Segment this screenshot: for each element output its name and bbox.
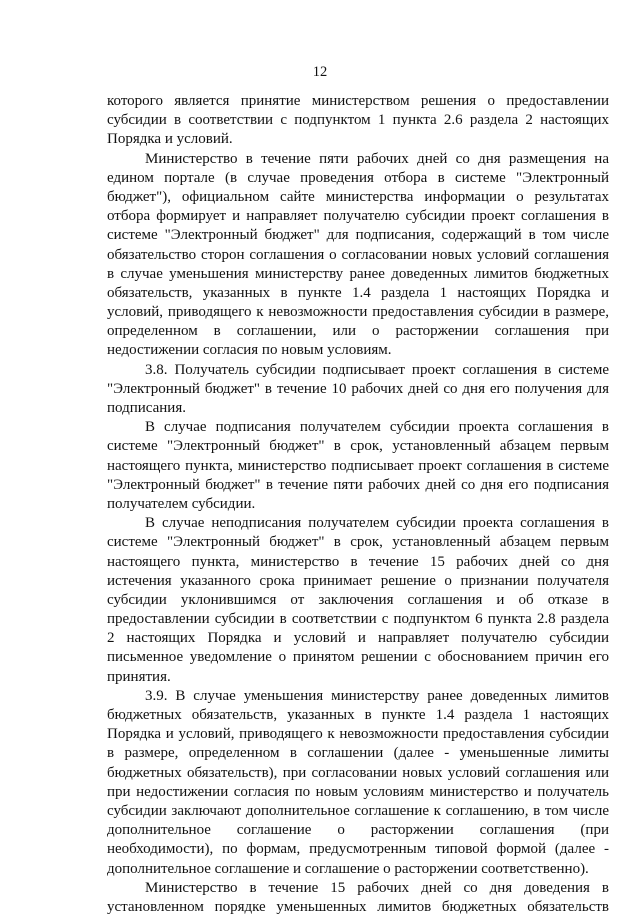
text-line: получателем субсидии. xyxy=(107,495,256,512)
text-line: субсидии в соответствии с подпунктом 1 пункта 2.6 раздела 2 настоящих xyxy=(107,112,609,129)
text-line: обязательство сторон соглашения о согласовании новых условий соглашения xyxy=(107,246,609,263)
text-line: которого является принятие министерством решения о предоставлении xyxy=(107,93,609,109)
text-line: системе "Электронный бюджет" в срок, установленный абзацем первым xyxy=(107,534,609,551)
text-line: подписания. xyxy=(107,400,186,416)
text-line: субсидии уклонившимся от заключения соглашения и об отказе в xyxy=(107,591,609,608)
text-line: определенном в соглашении, или о расторжении соглашения при xyxy=(107,323,609,340)
text-line: обязательств, указанных в пункте 1.4 раздела 1 настоящих Порядка и xyxy=(107,284,609,301)
text-line: системе "Электронный бюджет" для подписания, содержащий в том числе xyxy=(107,227,609,244)
text-line: бюджет"), официальном сайте министерства информации о результатах xyxy=(107,188,609,205)
text-line: В случае подписания получателем субсидии проекта соглашения в xyxy=(145,419,609,436)
text-line: условий, приводящего к невозможности предоставления субсидии в размере, xyxy=(107,304,609,321)
text-line: письменное уведомление о принятом решении с обоснованием причин его xyxy=(107,649,609,666)
text-line: В случае неподписания получателем субсидии проекта соглашения в xyxy=(145,515,609,532)
text-line: 3.8. Получатель субсидии подписывает проект соглашения в системе xyxy=(145,361,609,378)
text-line: предоставлении субсидии в соответствии с подпунктом 6 пункта 2.8 раздела xyxy=(107,611,609,628)
text-line: едином портале (в случае проведения отбора в системе "Электронный xyxy=(107,169,609,186)
body-text xyxy=(107,92,609,917)
text-line: принятия. xyxy=(107,668,171,685)
text-line: Министерство в течение 15 рабочих дней со дня доведения в xyxy=(145,879,609,896)
text-line: субсидии заключают дополнительное соглашение к соглашению, в том числе xyxy=(107,802,609,819)
text-line: при недостижении согласия по новым условиям министерство и получатель xyxy=(107,783,609,800)
text-line: настоящего пункта, министерство подписывает проект соглашения в системе xyxy=(107,457,609,474)
text-line: 2 настоящих Порядка и условий и направляет получателю субсидии xyxy=(107,630,609,647)
text-line: отбора формирует и направляет получателю субсидии проект соглашения в xyxy=(107,208,609,225)
text-line: "Электронный бюджет" в течение пяти рабочих дней со дня его подписания xyxy=(107,476,609,493)
text-line: необходимости), по формам, предусмотренным типовой формой (далее - xyxy=(107,841,609,858)
text-line: системе "Электронный бюджет" в срок, установленный абзацем первым xyxy=(107,438,609,455)
text-line: дополнительное соглашение и соглашение о расторжении соответственно). xyxy=(107,860,589,877)
text-line: истечения указанного срока принимает решение о признании получателя xyxy=(107,572,609,589)
text-line: Министерство в течение пяти рабочих дней со дня размещения на xyxy=(145,150,609,167)
text-line: недостижении согласия по новым условиям. xyxy=(107,342,392,359)
text-line: бюджетных обязательств), при согласовании новых условий соглашения или xyxy=(107,764,609,781)
text-line: в случае уменьшения министерству ранее доведенных лимитов бюджетных xyxy=(107,265,609,282)
text-line: бюджетных обязательств, указанных в пункте 1.4 раздела 1 настоящих xyxy=(107,707,609,723)
page-number: 12 xyxy=(312,64,328,80)
text-line: настоящего пункта, министерство в течение 15 рабочих дней со дня xyxy=(107,553,609,570)
text-line: 3.9. В случае уменьшения министерству ранее доведенных лимитов xyxy=(145,687,609,704)
text-line: в размере, определенном в соглашении (далее - уменьшенные лимиты xyxy=(107,745,609,762)
text-line: "Электронный бюджет" в течение 10 рабочих дней со дня его получения для xyxy=(107,380,609,397)
text-line: Порядка и условий. xyxy=(107,131,233,148)
text-line: дополнительное соглашение о расторжении соглашения (при xyxy=(107,822,609,839)
text-line: установленном порядке уменьшенных лимитов бюджетных обязательств xyxy=(107,898,609,915)
text-line: Порядка и условий, приводящего к невозможности предоставления субсидии xyxy=(107,726,609,743)
